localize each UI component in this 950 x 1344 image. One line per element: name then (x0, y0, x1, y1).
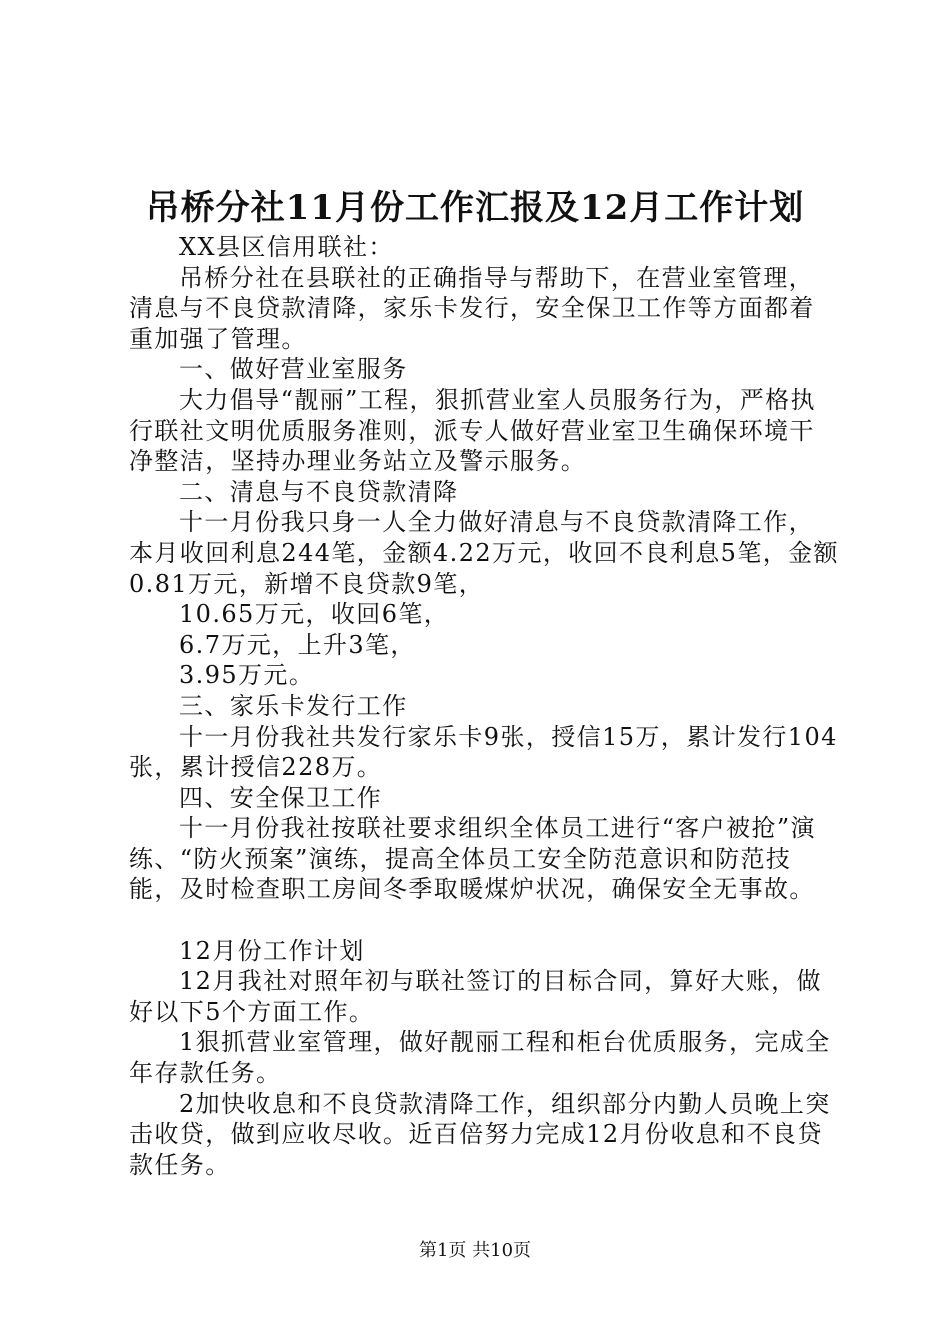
document-title: 吊桥分社11月份工作汇报及12月工作计划 (145, 188, 805, 228)
section-heading-4: 四、安全保卫工作 (179, 783, 383, 812)
section-2-line-2: 6.7万元，上升3笔， (179, 630, 416, 659)
plan-intro-paragraph: 12月我社对照年初与联社签订的目标合同，算好大账，做好以下5个方面工作。 (129, 967, 822, 1026)
salutation: XX县区信用联社： (179, 233, 394, 261)
section-4-paragraph: 十一月份我社按联社要求组织全体员工进行“客户被抢”演练、“防火预案”演练，提高全体员工安全防范意识和防范技能，及时检查职工房间冬季取暖煤炉状况，确保安全无事故。 (129, 814, 816, 904)
section-2-line-1: 10.65万元，收回6笔， (179, 600, 450, 629)
plan-item-1: 1狠抓营业室管理，做好靓丽工程和柜台优质服务，完成全年存款任务。 (129, 1028, 831, 1088)
intro-paragraph: 吊桥分社在县联社的正确指导与帮助下，在营业室管理，清息与不良贷款清降，家乐卡发行，安全保卫工作等方面都着重加强了管理。 (129, 263, 815, 353)
section-3-paragraph: 十一月份我社共发行家乐卡9张，授信15万，累计发行104张，累计授信228万。 (129, 722, 838, 782)
document-body (129, 232, 839, 1180)
plan-item-2: 2加快收息和不良贷款清降工作，组织部分内勤人员晚上突击收贷，做到应收尽收。近百倍努力完成12月份收息和不良贷款任务。 (129, 1089, 831, 1179)
section-heading-3: 三、家乐卡发行工作 (179, 691, 408, 720)
page-number: 第1页 共10页 (418, 1240, 532, 1261)
section-2-line-3: 3.95万元。 (179, 661, 315, 690)
section-heading-2: 二、清息与不良贷款清降 (179, 477, 459, 506)
plan-heading: 12月份工作计划 (179, 936, 365, 965)
section-2-paragraph: 十一月份我只身一人全力做好清息与不良贷款清降工作，本月收回利息244笔，金额4.22万元，收回不良利息5笔，金额0.81万元，新增不良贷款9笔， (129, 508, 839, 598)
section-heading-1: 一、做好营业室服务 (179, 355, 408, 384)
blank-line (129, 905, 839, 936)
section-1-paragraph: 大力倡导“靓丽”工程，狠抓营业室人员服务行为，严格执行联社文明优质服务准则，派专人做好营业室卫生确保环境干净整洁，坚持办理业务站立及警示服务。 (129, 385, 816, 476)
